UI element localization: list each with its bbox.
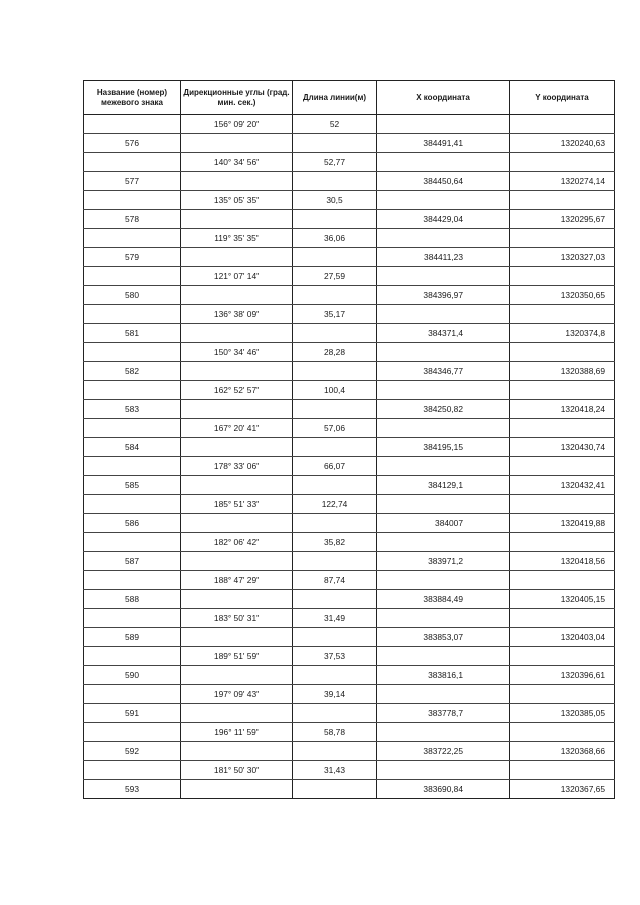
cell-x-coordinate: 383884,49: [377, 590, 510, 609]
cell-y-coordinate: 1320274,14: [510, 172, 615, 191]
table-row: [84, 571, 615, 590]
cell-marker-name: [84, 533, 181, 552]
cell-y-coordinate: [510, 647, 615, 666]
cell-x-coordinate: [377, 647, 510, 666]
cell-y-coordinate: [510, 609, 615, 628]
cell-y-coordinate: [510, 153, 615, 172]
cell-x-coordinate: [377, 609, 510, 628]
cell-direction-angle: [181, 704, 293, 723]
table-row: [84, 438, 615, 457]
cell-x-coordinate: [377, 343, 510, 362]
cell-x-coordinate: 384429,04: [377, 210, 510, 229]
cell-line-length: [293, 552, 377, 571]
cell-y-coordinate: [510, 419, 615, 438]
table-row: [84, 742, 615, 761]
cell-x-coordinate: [377, 229, 510, 248]
cell-x-coordinate: 384250,82: [377, 400, 510, 419]
cell-marker-name: 590: [84, 666, 181, 685]
cell-marker-name: 592: [84, 742, 181, 761]
cell-x-coordinate: 384411,23: [377, 248, 510, 267]
cell-line-length: 52,77: [293, 153, 377, 172]
cell-line-length: 31,43: [293, 761, 377, 780]
cell-marker-name: [84, 267, 181, 286]
cell-line-length: 31,49: [293, 609, 377, 628]
cell-x-coordinate: [377, 495, 510, 514]
cell-line-length: 28,28: [293, 343, 377, 362]
cell-marker-name: [84, 571, 181, 590]
cell-y-coordinate: [510, 723, 615, 742]
cell-line-length: 122,74: [293, 495, 377, 514]
table-row: [84, 723, 615, 742]
table-row: [84, 476, 615, 495]
cell-y-coordinate: [510, 267, 615, 286]
cell-line-length: [293, 666, 377, 685]
table-row: [84, 267, 615, 286]
cell-direction-angle: 182° 06' 42": [181, 533, 293, 552]
cell-y-coordinate: 1320396,61: [510, 666, 615, 685]
cell-marker-name: [84, 685, 181, 704]
cell-y-coordinate: 1320367,65: [510, 780, 615, 799]
cell-direction-angle: [181, 324, 293, 343]
cell-direction-angle: [181, 514, 293, 533]
table-row: [84, 343, 615, 362]
cell-line-length: 37,53: [293, 647, 377, 666]
cell-marker-name: [84, 609, 181, 628]
cell-marker-name: [84, 419, 181, 438]
cell-direction-angle: 178° 33' 06": [181, 457, 293, 476]
table-header: [84, 81, 615, 115]
cell-y-coordinate: 1320385,05: [510, 704, 615, 723]
cell-line-length: 66,07: [293, 457, 377, 476]
table-row: [84, 495, 615, 514]
header-line-length: Длина линии(м): [293, 81, 377, 115]
cell-marker-name: [84, 723, 181, 742]
cell-x-coordinate: 383816,1: [377, 666, 510, 685]
cell-line-length: 30,5: [293, 191, 377, 210]
table-row: [84, 324, 615, 343]
cell-y-coordinate: [510, 343, 615, 362]
header-x-coordinate: X координата: [377, 81, 510, 115]
cell-x-coordinate: [377, 571, 510, 590]
cell-y-coordinate: [510, 571, 615, 590]
cell-marker-name: 587: [84, 552, 181, 571]
cell-y-coordinate: 1320374,8: [510, 324, 615, 343]
cell-marker-name: [84, 229, 181, 248]
cell-y-coordinate: 1320350,65: [510, 286, 615, 305]
table-row: [84, 286, 615, 305]
cell-marker-name: 579: [84, 248, 181, 267]
table-row: [84, 229, 615, 248]
cell-x-coordinate: 384129,1: [377, 476, 510, 495]
cell-marker-name: [84, 191, 181, 210]
cell-direction-angle: 197° 09' 43": [181, 685, 293, 704]
cell-y-coordinate: [510, 533, 615, 552]
cell-y-coordinate: [510, 457, 615, 476]
cell-direction-angle: [181, 134, 293, 153]
cell-x-coordinate: [377, 305, 510, 324]
cell-y-coordinate: 1320368,66: [510, 742, 615, 761]
table-row: [84, 381, 615, 400]
table-row: [84, 628, 615, 647]
cell-direction-angle: [181, 476, 293, 495]
cell-direction-angle: 189° 51' 59": [181, 647, 293, 666]
cell-line-length: 39,14: [293, 685, 377, 704]
cell-marker-name: 580: [84, 286, 181, 305]
cell-marker-name: 586: [84, 514, 181, 533]
cell-direction-angle: 167° 20' 41": [181, 419, 293, 438]
cell-x-coordinate: [377, 761, 510, 780]
document-page: [83, 80, 614, 799]
cell-y-coordinate: [510, 191, 615, 210]
cell-line-length: [293, 172, 377, 191]
cell-y-coordinate: 1320432,41: [510, 476, 615, 495]
cell-marker-name: 578: [84, 210, 181, 229]
cell-line-length: [293, 590, 377, 609]
cell-x-coordinate: 383690,84: [377, 780, 510, 799]
table-row: [84, 533, 615, 552]
table-row: [84, 362, 615, 381]
table-row: [84, 153, 615, 172]
table-row: [84, 780, 615, 799]
header-row: [84, 81, 615, 115]
table-row: [84, 134, 615, 153]
cell-y-coordinate: 1320295,67: [510, 210, 615, 229]
cell-x-coordinate: 383722,25: [377, 742, 510, 761]
cell-x-coordinate: 384371,4: [377, 324, 510, 343]
boundary-coordinates-table: [83, 80, 615, 799]
cell-direction-angle: 119° 35' 35": [181, 229, 293, 248]
cell-x-coordinate: [377, 115, 510, 134]
cell-y-coordinate: [510, 115, 615, 134]
cell-y-coordinate: [510, 381, 615, 400]
cell-y-coordinate: 1320403,04: [510, 628, 615, 647]
cell-direction-angle: 185° 51' 33": [181, 495, 293, 514]
cell-x-coordinate: 383853,07: [377, 628, 510, 647]
table-row: [84, 552, 615, 571]
cell-line-length: [293, 324, 377, 343]
cell-marker-name: [84, 305, 181, 324]
table-row: [84, 761, 615, 780]
cell-y-coordinate: [510, 229, 615, 248]
cell-x-coordinate: [377, 153, 510, 172]
cell-marker-name: [84, 457, 181, 476]
table-row: [84, 609, 615, 628]
cell-direction-angle: [181, 628, 293, 647]
cell-marker-name: 591: [84, 704, 181, 723]
table-row: [84, 647, 615, 666]
cell-direction-angle: [181, 400, 293, 419]
cell-marker-name: [84, 495, 181, 514]
cell-x-coordinate: 384491,41: [377, 134, 510, 153]
cell-line-length: [293, 514, 377, 533]
cell-direction-angle: [181, 742, 293, 761]
cell-y-coordinate: 1320405,15: [510, 590, 615, 609]
cell-marker-name: 581: [84, 324, 181, 343]
cell-line-length: [293, 438, 377, 457]
cell-direction-angle: [181, 210, 293, 229]
cell-direction-angle: 188° 47' 29": [181, 571, 293, 590]
cell-direction-angle: 181° 50' 30": [181, 761, 293, 780]
cell-y-coordinate: 1320430,74: [510, 438, 615, 457]
cell-marker-name: 584: [84, 438, 181, 457]
table-row: [84, 305, 615, 324]
cell-x-coordinate: [377, 457, 510, 476]
cell-direction-angle: 150° 34' 46": [181, 343, 293, 362]
cell-line-length: [293, 248, 377, 267]
cell-direction-angle: 140° 34' 56": [181, 153, 293, 172]
cell-line-length: 36,06: [293, 229, 377, 248]
cell-direction-angle: [181, 286, 293, 305]
cell-line-length: 35,82: [293, 533, 377, 552]
table-row: [84, 115, 615, 134]
cell-marker-name: 588: [84, 590, 181, 609]
cell-y-coordinate: 1320240,63: [510, 134, 615, 153]
cell-x-coordinate: [377, 723, 510, 742]
cell-direction-angle: [181, 590, 293, 609]
cell-marker-name: [84, 381, 181, 400]
cell-direction-angle: 162° 52' 57": [181, 381, 293, 400]
cell-direction-angle: [181, 362, 293, 381]
table-row: [84, 685, 615, 704]
table-row: [84, 172, 615, 191]
cell-line-length: [293, 476, 377, 495]
header-direction-angles: Дирекционные углы (град. мин. сек.): [181, 81, 293, 115]
table-row: [84, 704, 615, 723]
cell-x-coordinate: 383778,7: [377, 704, 510, 723]
cell-x-coordinate: [377, 267, 510, 286]
cell-line-length: [293, 628, 377, 647]
table-row: [84, 666, 615, 685]
table-row: [84, 210, 615, 229]
cell-x-coordinate: 384450,64: [377, 172, 510, 191]
cell-line-length: [293, 400, 377, 419]
cell-line-length: 87,74: [293, 571, 377, 590]
cell-direction-angle: [181, 780, 293, 799]
cell-marker-name: 585: [84, 476, 181, 495]
header-y-coordinate: Y координата: [510, 81, 615, 115]
table-row: [84, 248, 615, 267]
cell-y-coordinate: 1320388,69: [510, 362, 615, 381]
cell-direction-angle: 136° 38' 09": [181, 305, 293, 324]
cell-y-coordinate: 1320418,24: [510, 400, 615, 419]
table-row: [84, 514, 615, 533]
cell-direction-angle: [181, 552, 293, 571]
table-body: [84, 115, 615, 799]
cell-marker-name: 589: [84, 628, 181, 647]
cell-direction-angle: 121° 07' 14": [181, 267, 293, 286]
cell-x-coordinate: 384346,77: [377, 362, 510, 381]
cell-x-coordinate: [377, 419, 510, 438]
cell-marker-name: 582: [84, 362, 181, 381]
cell-marker-name: 583: [84, 400, 181, 419]
cell-line-length: [293, 780, 377, 799]
cell-direction-angle: [181, 172, 293, 191]
cell-x-coordinate: 384007: [377, 514, 510, 533]
cell-x-coordinate: [377, 381, 510, 400]
cell-x-coordinate: [377, 685, 510, 704]
cell-line-length: 58,78: [293, 723, 377, 742]
cell-direction-angle: 196° 11' 59": [181, 723, 293, 742]
cell-line-length: [293, 362, 377, 381]
cell-x-coordinate: 383971,2: [377, 552, 510, 571]
cell-line-length: [293, 210, 377, 229]
cell-line-length: 100,4: [293, 381, 377, 400]
table-row: [84, 590, 615, 609]
cell-y-coordinate: [510, 495, 615, 514]
cell-line-length: 52: [293, 115, 377, 134]
cell-direction-angle: [181, 666, 293, 685]
cell-marker-name: [84, 153, 181, 172]
cell-y-coordinate: 1320327,03: [510, 248, 615, 267]
table-row: [84, 400, 615, 419]
table-row: [84, 457, 615, 476]
cell-line-length: 35,17: [293, 305, 377, 324]
cell-marker-name: [84, 115, 181, 134]
cell-line-length: [293, 704, 377, 723]
cell-line-length: 57,06: [293, 419, 377, 438]
table-row: [84, 419, 615, 438]
cell-y-coordinate: [510, 305, 615, 324]
cell-x-coordinate: 384195,15: [377, 438, 510, 457]
cell-direction-angle: 156° 09' 20": [181, 115, 293, 134]
cell-line-length: [293, 286, 377, 305]
cell-y-coordinate: [510, 761, 615, 780]
cell-marker-name: [84, 343, 181, 362]
cell-line-length: [293, 134, 377, 153]
cell-line-length: 27,59: [293, 267, 377, 286]
cell-direction-angle: 183° 50' 31": [181, 609, 293, 628]
cell-direction-angle: 135° 05' 35": [181, 191, 293, 210]
cell-marker-name: [84, 761, 181, 780]
cell-x-coordinate: [377, 533, 510, 552]
cell-marker-name: 593: [84, 780, 181, 799]
cell-x-coordinate: 384396,97: [377, 286, 510, 305]
table-row: [84, 191, 615, 210]
cell-y-coordinate: [510, 685, 615, 704]
cell-y-coordinate: 1320419,88: [510, 514, 615, 533]
cell-direction-angle: [181, 438, 293, 457]
cell-x-coordinate: [377, 191, 510, 210]
cell-direction-angle: [181, 248, 293, 267]
cell-line-length: [293, 742, 377, 761]
cell-marker-name: 576: [84, 134, 181, 153]
header-marker-name: Название (номер) межевого знака: [84, 81, 181, 115]
cell-marker-name: 577: [84, 172, 181, 191]
cell-marker-name: [84, 647, 181, 666]
cell-y-coordinate: 1320418,56: [510, 552, 615, 571]
